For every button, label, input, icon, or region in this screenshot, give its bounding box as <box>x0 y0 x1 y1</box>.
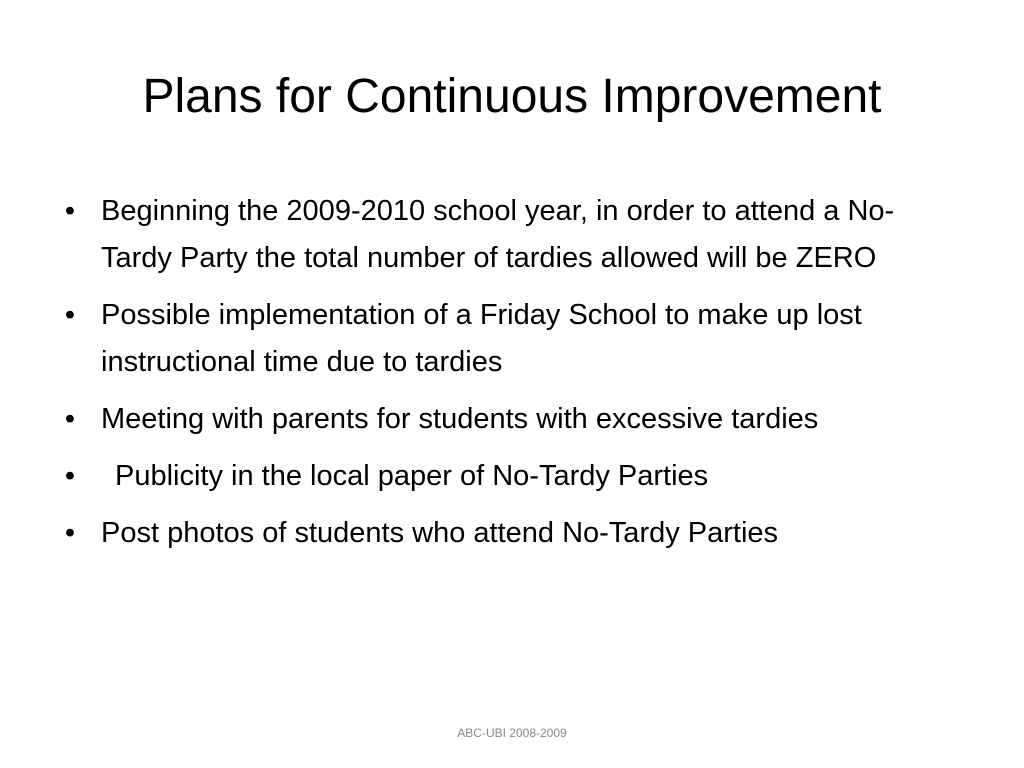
bullet-text: Post photos of students who attend No-Tardy Parties <box>101 517 779 549</box>
bullet-marker: • <box>64 299 76 331</box>
bullet-item <box>60 453 960 500</box>
bullet-marker: • <box>64 195 76 227</box>
bullet-marker: • <box>64 460 76 492</box>
bullet-text: Possible implementation of a Friday School to make up lost instructional time due to tardies <box>101 299 862 378</box>
bullet-item <box>60 292 960 386</box>
bullet-marker: • <box>64 403 76 435</box>
bullet-item <box>60 510 960 557</box>
bullet-text: Meeting with parents for students with excessive tardies <box>101 403 819 435</box>
bullet-list <box>60 188 960 567</box>
bullet-text: Publicity in the local paper of No-Tardy Parties <box>115 460 709 492</box>
slide-title: Plans for Continuous Improvement <box>142 70 882 123</box>
slide-footer: ABC-UBI 2008-2009 <box>457 726 567 740</box>
bullet-item <box>60 188 960 282</box>
bullet-item <box>60 396 960 443</box>
bullet-marker: • <box>64 517 76 549</box>
bullet-text: Beginning the 2009-2010 school year, in order to attend a No-Tardy Party the total number of tardies allowed will be ZERO <box>101 195 895 274</box>
